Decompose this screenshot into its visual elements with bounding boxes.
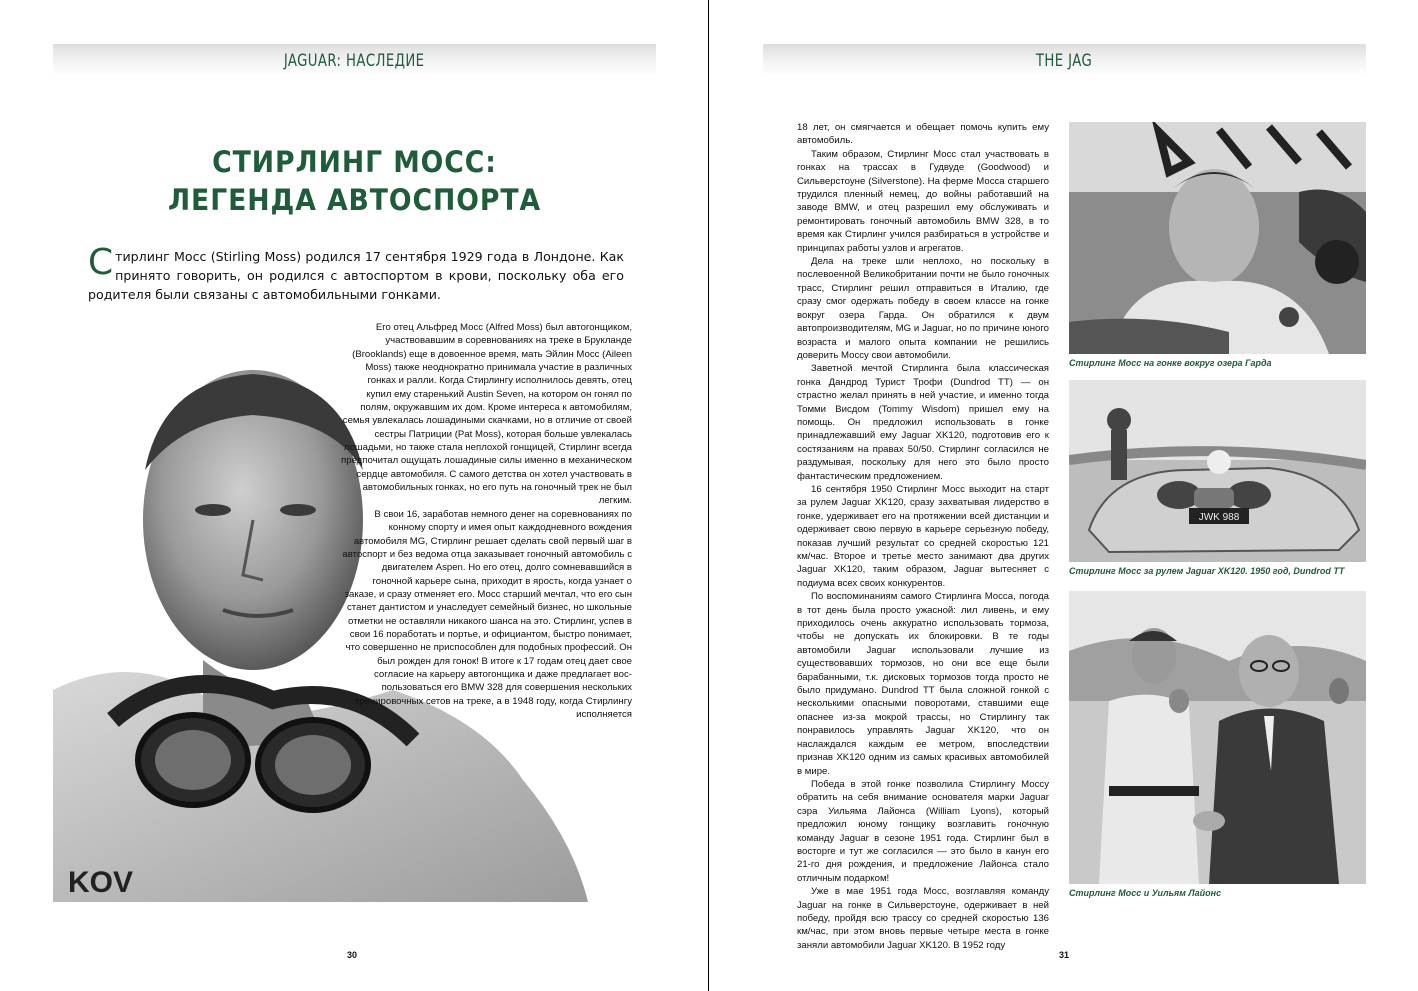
right-body-paragraph: 18 лет, он смягчается и обещает помочь купить ему автомобиль. xyxy=(797,122,1049,147)
right-body-paragraph: Дела на треке шли неплохо, но поскольку в послевоенной Великобритании почти не было гоночных трасс, Стирлинг решил отправиться в Италию, где сразу смог одержать победу в своем классе на гонке вокруг озера Гарда. Он обратился к двум автопроизводителям, MG и Jaguar, но по причине юного возраста и малого опыта компании не решились доверить Моссу свои автомобили. xyxy=(797,256,1049,361)
right-body-text xyxy=(797,121,1049,952)
right-body-paragraph: По воспоминаниям самого Стирлинга Мосса, погода в тот день была просто ужасной: лил ливень, и ему приходилось очень аккуратно использовать тормоза, чтобы не допускать их блокировки. В те годы автомобили Jaguar использовали лучшие из существовавших тормозов, но они все еще были барабанными, т.к. дисковых тормозов тогда просто не было придумано. Dundrod TT была сложной гонкой с несколькими опасными поворотами, ставшими еще опаснее из-за мокрой трассы, но Стирлингу так понравилось управлять Jaguar XK120, что он наслаждался каждым ее метром, впоследствии признав XK120 одним из самых красивых автомобилей в мире. xyxy=(797,591,1049,777)
left-body-text xyxy=(340,321,632,721)
number-plate: JWK 988 xyxy=(1198,512,1240,523)
dropcap: С xyxy=(88,242,114,283)
left-body-paragraph: В свои 16, заработав немного денег на соревнованиях по конному спорту и имея опыт каждодневного вождения автомобиля MG, Стирлинг решает сделать свой первый шаг в автоспорт и без ведома отца заказывает гоночный автомобиль с двигателем Aspen. Но его отец, долго сомневавшийся в гоночной карьере сына, приходит в ярость, когда узнает о заказе, и сразу отменяет его. Мосс старший мечтал, что его сын станет дантистом и унаследует семейный бизнес, но школьные отметки не оставляли никакого шанса на это. Стирлинг, успев в свои 16 поработать и портье, и официантом, быстро понимает, что совершенно не приспособлен для подобных профессий. Он был рожден для гонок! В итоге к 17 годам отец дает свое согласие на карьеру автогонщика и даже предлагает вос-пользоваться его BMW 328 для совершения нескольких тренировочных сетов на треке, а в 1948 году, когда Стирлингу исполняется xyxy=(342,508,632,720)
left-body-paragraph: Его отец Альфред Мосс (Alfred Moss) был автогонщиком, участвовавшим в соревнованиях на треке в Брукланде (Brooklands) еще в довоенное время, мать Эйлин Мосс (Aileen Moss) также неоднократно принимала участие в различных гонках и ралли. Когда Стирлингу исполнилось девять, отец купил ему старенький Austin Seven, на котором он гонял по полям, окружавшим их дом. Кроме интереса к автомобилям, семья увлекалась лошадиными скачками, но в отличие от своей сестры Патриции (Pat Moss), которая больше увлекалась лошадьми, но также стала неплохой гонщицей, Стирлинг всегда предпочитал ощущать лошадиные силы именно в механическом сердце автомобиля. С самого детства он хотел участвовать в автомобильных гонках, но его путь на гоночный трек не был легким. xyxy=(341,322,632,507)
page-number-right: 31 xyxy=(1059,950,1070,960)
right-body-paragraph: Уже в мае 1951 года Мосс, возглавляя команду Jaguar на гонке в Сильверстоуне, одерживает в ней победу, пройдя всю трассу со средней скоростью 136 км/час, при этом вновь первые четыре места в гонке заняли автомобили Jaguar XK120. В 1952 году xyxy=(797,886,1049,951)
lead-text: тирлинг Мосс (Stirling Moss) родился 17 сентября 1929 года в Лондоне. Как принято говорить, он родился с автоспортом в крови, поскольку оба его родителя были связаны с автомобильными гонками. xyxy=(88,249,624,302)
article-title-line1: СТИРЛИНГ МОСС: xyxy=(212,145,497,179)
right-body-paragraph: Таким образом, Стирлинг Мосс стал участвовать в гонках на трассах в Гудвуде (Goodwood) и Сильверстоуне (Silverstone). На ферме Мосса старшего трудился пленный немец, до войны работавший на заводе BMW, и отец разрешил ему обслуживать и ремонтировать гоночный автомобиль BMW 328, в то время как Стирлинг учился разбираться в устройстве и принципах работы узлов и агрегатов. xyxy=(797,148,1049,254)
article-title xyxy=(53,143,656,219)
photo-caption-2: Стирлинг Мосс за рулем Jaguar XK120. 1950 год, Dundrod TT xyxy=(1069,566,1345,576)
left-header-band xyxy=(53,44,656,76)
photo-lake-garda xyxy=(1069,122,1366,354)
photo-moss-lyons xyxy=(1069,591,1366,884)
right-header-title: THE JAG xyxy=(1036,51,1093,71)
svg-text:KOV: KOV xyxy=(68,866,134,899)
article-title-line2: ЛЕГЕНДА АВТОСПОРТА xyxy=(167,183,542,217)
lead-paragraph xyxy=(88,242,624,304)
right-body-paragraph: 16 сентября 1950 Стирлинг Мосс выходит на старт за рулем Jaguar XK120, сразу захватывая лидерство в гонке, удерживает его на протяжении всей дистанции и одерживает свою первую в карьере серьезную победу, показав лучший результат со средней скоростью 121 км/час. Второе и третье место занимают два других Jaguar XK120, таким образом, Jaguar вытесняет с подиума всех своих конкурентов. xyxy=(797,483,1049,589)
photo-caption-3: Стирлинг Мосс и Уильям Лайонс xyxy=(1069,888,1222,898)
left-header-title: JAGUAR: НАСЛЕДИЕ xyxy=(284,51,425,71)
right-body-paragraph: Заветной мечтой Стирлинга была классическая гонка Дандрод Турист Трофи (Dundrod TT) — он страстно желал принять в ней участие, и именно тогда Томми Висдом (Tommy Wisdom) пришел ему на помощь. Он предложил использовать в гонке принадлежавший ему Jaguar XK120, подготовив его к состязаниям на правах 50/50. Стирлинг согласился не раздумывая, поскольку для него это было просто фантастическим предложением. xyxy=(797,363,1049,482)
right-body-paragraph: Победа в этой гонке позволила Стирлингу Моссу обратить на себя внимание основателя марки Jaguar сэра Уильяма Лайонса (William Lyons), который предложил юному гонщику возглавить гоночную команду Jaguar в сезоне 1951 года. Стирлинг был в восторге и тут же согласился — это было в канун его 21-го дня рождения, и предложение Лайонса стало отличным подарком! xyxy=(797,778,1049,884)
page-number-left: 30 xyxy=(347,950,358,960)
right-header-band xyxy=(763,44,1366,76)
photo-dundrod-xk120 xyxy=(1069,380,1366,562)
photo-caption-1: Стирлинг Мосс на гонке вокруг озера Гарда xyxy=(1069,358,1272,368)
left-page xyxy=(0,0,708,991)
right-page xyxy=(709,0,1418,991)
